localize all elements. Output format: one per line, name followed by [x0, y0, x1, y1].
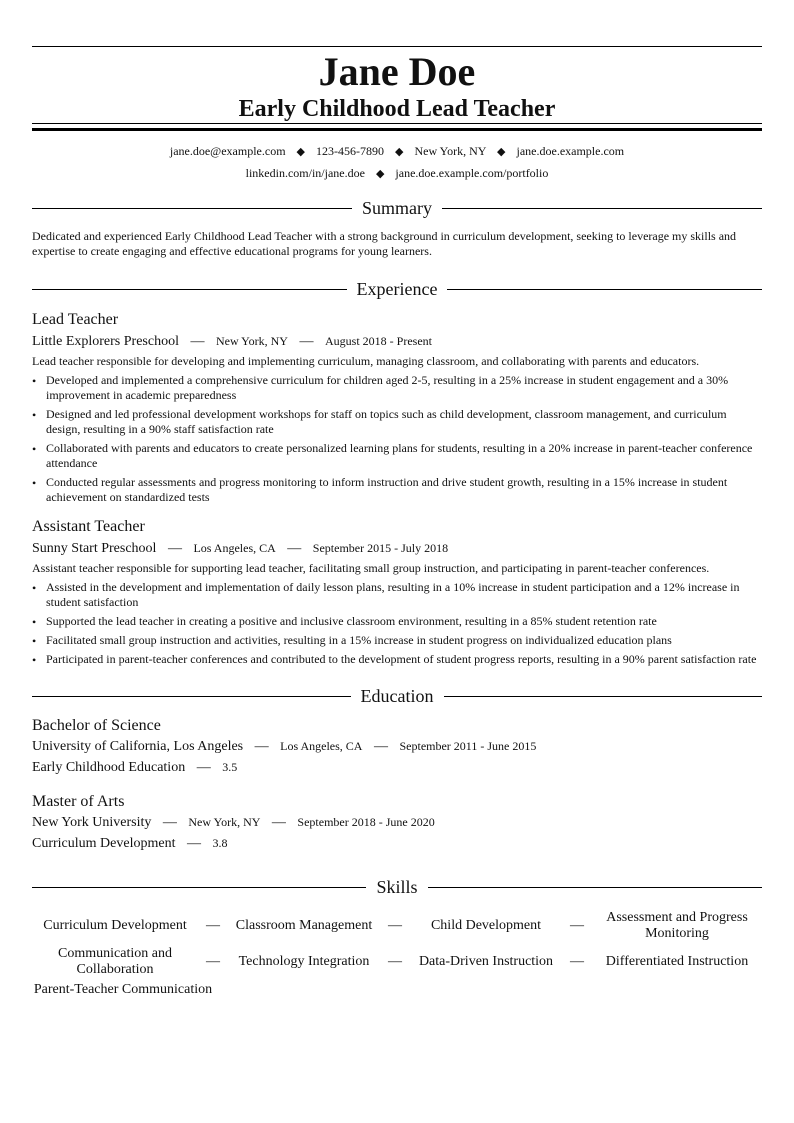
bullet-item: • Conducted regular assessments and progress monitoring to inform instruction and drive student growth, resulting in a 15% increase in student achievement on standardized tests	[32, 475, 762, 505]
job-description: Lead teacher responsible for developing and implementing curriculum, managing classroom, and collaborating with parents and educators.	[32, 354, 700, 368]
school: University of California, Los Angeles	[32, 739, 244, 754]
field-of-study: Early Childhood Education	[32, 760, 186, 775]
experience-heading	[32, 278, 762, 300]
education-heading-label: Education	[360, 686, 434, 706]
job-entry	[32, 517, 762, 667]
contact-line-2	[32, 163, 762, 185]
degree: Master of Arts	[32, 793, 125, 810]
dash-separator: —	[388, 918, 402, 933]
skills-grid	[32, 908, 762, 1000]
dash-separator: —	[190, 334, 205, 349]
contact-line-1	[32, 141, 762, 163]
skill-item: Data-Driven Instruction	[418, 954, 554, 969]
job-dates: August 2018 - Present	[324, 334, 432, 348]
skill-item: Curriculum Development	[43, 918, 187, 933]
education-entry	[32, 792, 762, 854]
double-rule	[32, 123, 762, 131]
skills-heading	[32, 876, 762, 898]
job-company: Sunny Start Preschool	[32, 541, 157, 556]
candidate-title: Early Childhood Lead Teacher	[238, 96, 556, 122]
job-meta	[32, 330, 762, 353]
dash-separator: —	[570, 954, 584, 969]
location: New York, NY	[414, 144, 487, 158]
heading-rule	[32, 208, 352, 209]
heading-rule	[32, 696, 351, 697]
job-title: Lead Teacher	[32, 311, 119, 328]
summary-heading	[32, 197, 762, 219]
top-rule	[32, 46, 762, 47]
school-location: New York, NY	[188, 815, 261, 829]
diamond-separator-icon: ◆	[497, 146, 506, 158]
education-dates: September 2011 - June 2015	[399, 739, 537, 753]
skill-item: Communication and Collaboration	[58, 946, 172, 977]
linkedin-link[interactable]: linkedin.com/in/jane.doe	[245, 166, 365, 180]
degree: Bachelor of Science	[32, 717, 161, 734]
skill-item: Technology Integration	[238, 954, 370, 969]
phone-number: 123-456-7890	[316, 144, 384, 158]
field-of-study: Curriculum Development	[32, 836, 176, 851]
job-location: New York, NY	[215, 334, 288, 348]
dash-separator: —	[206, 954, 220, 969]
bullet-item: • Designed and led professional development workshops for staff on topics such as child development, classroom management, and curriculum design, resulting in a 90% staff satisfaction rate	[32, 407, 762, 437]
summary-heading-label: Summary	[362, 198, 432, 218]
school-location: Los Angeles, CA	[280, 739, 363, 753]
job-location: Los Angeles, CA	[193, 541, 276, 555]
portfolio-link[interactable]: jane.doe.example.com/portfolio	[395, 166, 549, 180]
diamond-separator-icon: ◆	[395, 146, 404, 158]
bullet-item: • Supported the lead teacher in creating a positive and inclusive classroom environment, resulting in a 85% student retention rate	[32, 614, 762, 629]
summary-text: Dedicated and experienced Early Childhood Lead Teacher with a strong background in curriculum development, seeking to leverage my skills and expertise to create engaging and effective educational programs for young learners.	[32, 229, 737, 258]
skill-item: Assessment and Progress Monitoring	[606, 910, 748, 941]
heading-rule	[428, 887, 762, 888]
dash-separator: —	[167, 541, 182, 556]
bullet-item: • Participated in parent-teacher conferences and contributed to the development of student progress reports, resulting in a 90% parent satisfaction rate	[32, 652, 762, 667]
job-company: Little Explorers Preschool	[32, 334, 179, 349]
dash-separator: —	[271, 815, 286, 830]
skill-item: Classroom Management	[235, 918, 373, 933]
contact-block	[32, 141, 762, 185]
job-bullets	[32, 373, 762, 505]
dash-separator: —	[299, 334, 314, 349]
skills-row	[32, 980, 762, 1000]
dash-separator: —	[287, 541, 302, 556]
bullet-item: • Collaborated with parents and educators to create personalized learning plans for students, resulting in a 20% increase in parent-teacher conference attendance	[32, 441, 762, 471]
experience-heading-label: Experience	[356, 279, 438, 299]
heading-rule	[442, 208, 762, 209]
gpa: 3.5	[222, 760, 238, 774]
skill-item: Child Development	[430, 918, 542, 933]
education-field	[32, 757, 762, 778]
diamond-separator-icon: ◆	[375, 168, 385, 180]
bullet-item: • Facilitated small group instruction and activities, resulting in a 15% increase in student progress on individualized education plans	[32, 633, 762, 648]
education-heading	[32, 685, 762, 707]
education-dates: September 2018 - June 2020	[297, 815, 435, 829]
job-title: Assistant Teacher	[32, 518, 145, 535]
job-description: Assistant teacher responsible for supporting lead teacher, facilitating small group instruction, and participating in parent-teacher conferences.	[32, 561, 710, 575]
gpa: 3.8	[212, 836, 228, 850]
skill-item: Differentiated Instruction	[605, 954, 749, 969]
dash-separator: —	[373, 739, 388, 754]
job-dates: September 2015 - July 2018	[312, 541, 449, 555]
heading-rule	[444, 696, 763, 697]
dash-separator: —	[186, 836, 201, 851]
education-field	[32, 833, 762, 854]
dash-separator: —	[196, 760, 211, 775]
skills-row	[32, 944, 762, 980]
job-bullets	[32, 580, 762, 667]
diamond-separator-icon: ◆	[296, 146, 305, 158]
job-meta	[32, 537, 762, 560]
dash-separator: —	[570, 918, 584, 933]
resume-page	[32, 46, 762, 1000]
email-link[interactable]: jane.doe@example.com	[169, 144, 286, 158]
dash-separator: —	[254, 739, 269, 754]
heading-rule	[32, 289, 347, 290]
bullet-item: • Assisted in the development and implementation of daily lesson plans, resulting in a 10% increase in student participation and a 12% increase in student satisfaction	[32, 580, 762, 610]
dash-separator: —	[206, 918, 220, 933]
education-meta	[32, 812, 762, 833]
skills-row	[32, 908, 762, 944]
education-meta	[32, 736, 762, 757]
education-entry	[32, 716, 762, 778]
job-entry	[32, 310, 762, 505]
website-link[interactable]: jane.doe.example.com	[516, 144, 625, 158]
bullet-item: • Developed and implemented a comprehensive curriculum for children aged 2-5, resulting in a 25% increase in student engagement and a 30% improvement in academic preparedness	[32, 373, 762, 403]
dash-separator: —	[162, 815, 177, 830]
heading-rule	[447, 289, 762, 290]
candidate-name: Jane Doe	[318, 49, 476, 94]
dash-separator: —	[388, 954, 402, 969]
heading-rule	[32, 887, 366, 888]
skills-heading-label: Skills	[376, 877, 418, 897]
skill-item: Parent-Teacher Communication	[33, 982, 213, 997]
school: New York University	[32, 815, 152, 830]
